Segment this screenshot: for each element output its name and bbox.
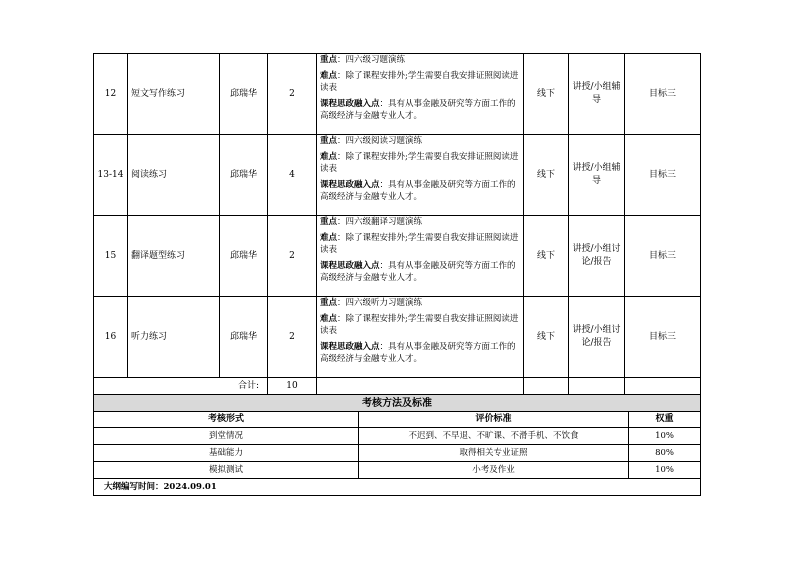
ideology-label: 课程思政融入点 [320, 98, 380, 109]
syllabus-page [93, 53, 700, 496]
key-label: 重点 [320, 217, 338, 227]
assessment-header-row [94, 412, 701, 428]
header-criteria: 评价标准 [359, 412, 629, 428]
total-label: 合计: [220, 378, 268, 395]
difficulty-text: ：除了课程安排外;学生需要自我安排证照阅读进读表 [320, 70, 519, 93]
assessment-form: 到堂情况 [94, 428, 359, 445]
lesson-hours: 2 [268, 54, 317, 135]
assessment-row [94, 428, 701, 445]
lesson-table [93, 53, 701, 395]
ideology-text: ：具有从事金融及研究等方面工作的高级经济与金融专业人才。 [320, 260, 516, 283]
lesson-row [94, 54, 701, 135]
lesson-mode: 线下 [524, 54, 569, 135]
assessment-weight: 10% [629, 462, 701, 479]
lesson-mode: 线下 [524, 216, 569, 297]
difficulty-text: ：除了课程安排外;学生需要自我安排证照阅读进读表 [320, 151, 519, 174]
lesson-teacher: 邱瑞华 [220, 216, 268, 297]
ideology-label: 课程思政融入点 [320, 260, 380, 271]
assessment-row [94, 462, 701, 479]
ideology-label: 课程思政融入点 [320, 179, 380, 190]
syllabus-date: 大纲编写时间：2024.09.01 [94, 479, 701, 496]
lesson-name: 听力练习 [128, 297, 220, 378]
lesson-goal: 目标三 [625, 297, 701, 378]
difficulty-label: 难点 [320, 151, 338, 162]
lesson-teacher: 邱瑞华 [220, 297, 268, 378]
lesson-hours: 4 [268, 135, 317, 216]
lesson-method: 讲授/小组讨论/报告 [569, 297, 625, 378]
total-hours: 10 [268, 378, 317, 395]
lesson-goal: 目标三 [625, 216, 701, 297]
lesson-method: 讲授/小组辅导 [569, 135, 625, 216]
assessment-criteria: 取得相关专业证照 [359, 445, 629, 462]
lesson-name: 短文写作练习 [128, 54, 220, 135]
total-row [94, 378, 701, 395]
lesson-number: 12 [94, 54, 128, 135]
difficulty-text: ：除了课程安排外;学生需要自我安排证照阅读进读表 [320, 313, 519, 336]
key-text: ：四六级听力习题演练 [337, 298, 423, 308]
key-text: ：四六级阅读习题演练 [337, 136, 423, 146]
lesson-name: 翻译题型练习 [128, 216, 220, 297]
ideology-label: 课程思政融入点 [320, 341, 380, 352]
assessment-table [93, 394, 701, 496]
key-label: 重点 [320, 136, 338, 146]
lesson-content [317, 54, 524, 135]
lesson-content [317, 135, 524, 216]
lesson-mode: 线下 [524, 297, 569, 378]
assessment-title: 考核方法及标准 [94, 395, 701, 412]
assessment-weight: 10% [629, 428, 701, 445]
assessment-row [94, 445, 701, 462]
assessment-criteria: 小考及作业 [359, 462, 629, 479]
lesson-hours: 2 [268, 297, 317, 378]
header-form: 考核形式 [94, 412, 359, 428]
assessment-weight: 80% [629, 445, 701, 462]
lesson-number: 15 [94, 216, 128, 297]
lesson-goal: 目标三 [625, 135, 701, 216]
lesson-number: 16 [94, 297, 128, 378]
lesson-name: 阅读练习 [128, 135, 220, 216]
lesson-content [317, 297, 524, 378]
lesson-row [94, 135, 701, 216]
ideology-text: ：具有从事金融及研究等方面工作的高级经济与金融专业人才。 [320, 98, 516, 121]
lesson-method: 讲授/小组讨论/报告 [569, 216, 625, 297]
lesson-number: 13-14 [94, 135, 128, 216]
header-weight: 权重 [629, 412, 701, 428]
ideology-text: ：具有从事金融及研究等方面工作的高级经济与金融专业人才。 [320, 179, 516, 202]
difficulty-label: 难点 [320, 70, 338, 81]
key-text: ：四六级习题演练 [337, 55, 406, 65]
lesson-row [94, 297, 701, 378]
lesson-teacher: 邱瑞华 [220, 54, 268, 135]
assessment-form: 模拟测试 [94, 462, 359, 479]
lesson-method: 讲授/小组辅导 [569, 54, 625, 135]
difficulty-label: 难点 [320, 313, 338, 324]
key-text: ：四六级翻译习题演练 [337, 217, 423, 227]
difficulty-label: 难点 [320, 232, 338, 243]
ideology-text: ：具有从事金融及研究等方面工作的高级经济与金融专业人才。 [320, 341, 516, 364]
lesson-content [317, 216, 524, 297]
lesson-hours: 2 [268, 216, 317, 297]
lesson-mode: 线下 [524, 135, 569, 216]
assessment-form: 基础能力 [94, 445, 359, 462]
assessment-criteria: 不迟到、不早退、不旷课、不滑手机、不饮食 [359, 428, 629, 445]
key-label: 重点 [320, 298, 338, 308]
lesson-goal: 目标三 [625, 54, 701, 135]
key-label: 重点 [320, 55, 338, 65]
lesson-row [94, 216, 701, 297]
difficulty-text: ：除了课程安排外;学生需要自我安排证照阅读进读表 [320, 232, 519, 255]
lesson-teacher: 邱瑞华 [220, 135, 268, 216]
